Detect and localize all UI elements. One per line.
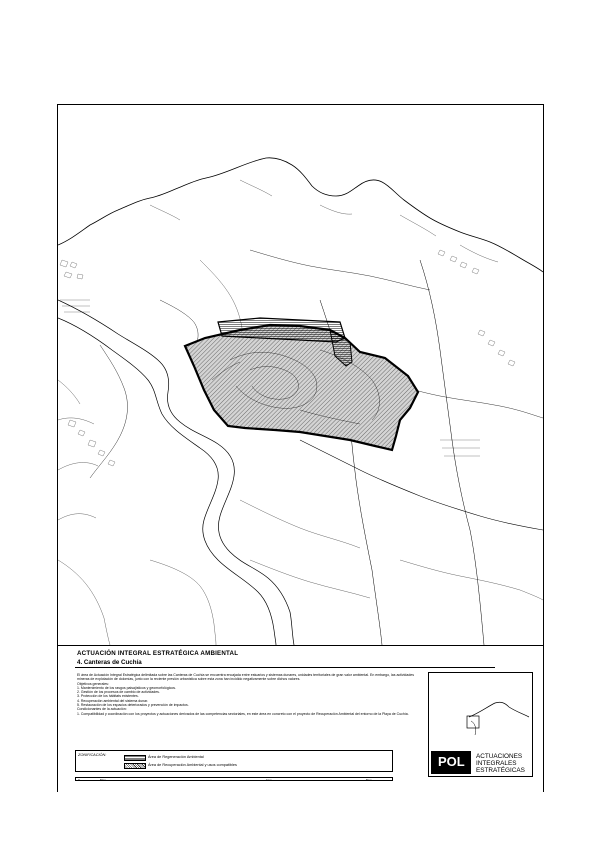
- conditions-title: Condicionantes de la actuación:: [77, 707, 127, 712]
- pol-logo: [431, 751, 471, 774]
- zonification-title: ZONIFICACIÓN:: [78, 753, 107, 757]
- description-intro: El área de Actuación Integral Estratégica delimitada sobre las Canteras de Cuchía se encuentra encajada entre estuarios y sistemas dunares, unidades territoriales de gran valor ambiental. En embargo, las actividades mineras de explotación de dolomías, junto con la reciente presión urbanística sobre esta zona han incidido negativamente sobre dichos valores.: [77, 673, 414, 682]
- horizontal-hatch-swatch: [124, 755, 146, 761]
- legend-label-regeneration: Área de Regeneración Ambiental: [148, 755, 204, 759]
- brand-line-3: ESTRATÉGICAS: [476, 767, 525, 774]
- objective-2: 2. Gestión de los procesos de cambio de actividades.: [77, 690, 160, 695]
- coast-outline-icon: [429, 673, 534, 753]
- scale-bar: [75, 777, 393, 781]
- scale-tick: 1km: [266, 778, 272, 782]
- coastline: [58, 158, 543, 272]
- legend-panel: [58, 645, 543, 792]
- panel-subtitle: 4. Canteras de Cuchía: [77, 659, 142, 666]
- scale-tick: 5km: [366, 778, 372, 782]
- description: [77, 673, 427, 716]
- conditions-text: 1. Compatibilidad y coordinación con los proyectos y actuaciones derivados de las competencias sectoriales, en este área en concreto con el proyecto de Recuperación Ambiental del entorno de la Playa de Cuchía.: [77, 711, 409, 716]
- brand-line-2: INTEGRALES: [476, 760, 517, 767]
- objective-3: 3. Protección de los hábitats existentes.: [77, 694, 139, 699]
- objectives-title: Objetivos generales:: [77, 681, 109, 686]
- panel-title: ACTUACIÓN INTEGRAL ESTRATÉGICA AMBIENTAL: [77, 650, 239, 657]
- logo-block: [428, 672, 533, 777]
- title-divider: [75, 667, 495, 668]
- zonification-legend: [75, 750, 393, 772]
- brand-line-1: ACTUACIONES: [476, 753, 523, 760]
- legend-label-recuperation: Área de Recuperación Ambiental y usos compatibles: [148, 763, 237, 767]
- scale-tick: 0: [78, 778, 80, 782]
- objective-5: 5. Restauración de los espacios deteriorados y prevención de impactos.: [77, 703, 189, 708]
- objective-4: 4. Recuperación ambiental del sistema dunar.: [77, 698, 149, 703]
- diagonal-hatch-swatch: [124, 763, 146, 769]
- pol-logo-text: POL: [438, 754, 465, 769]
- scale-tick: 50m: [100, 778, 106, 782]
- objective-1: 1. Mantenimiento de los rasgos paisajísticos y geomorfológicos.: [77, 685, 177, 690]
